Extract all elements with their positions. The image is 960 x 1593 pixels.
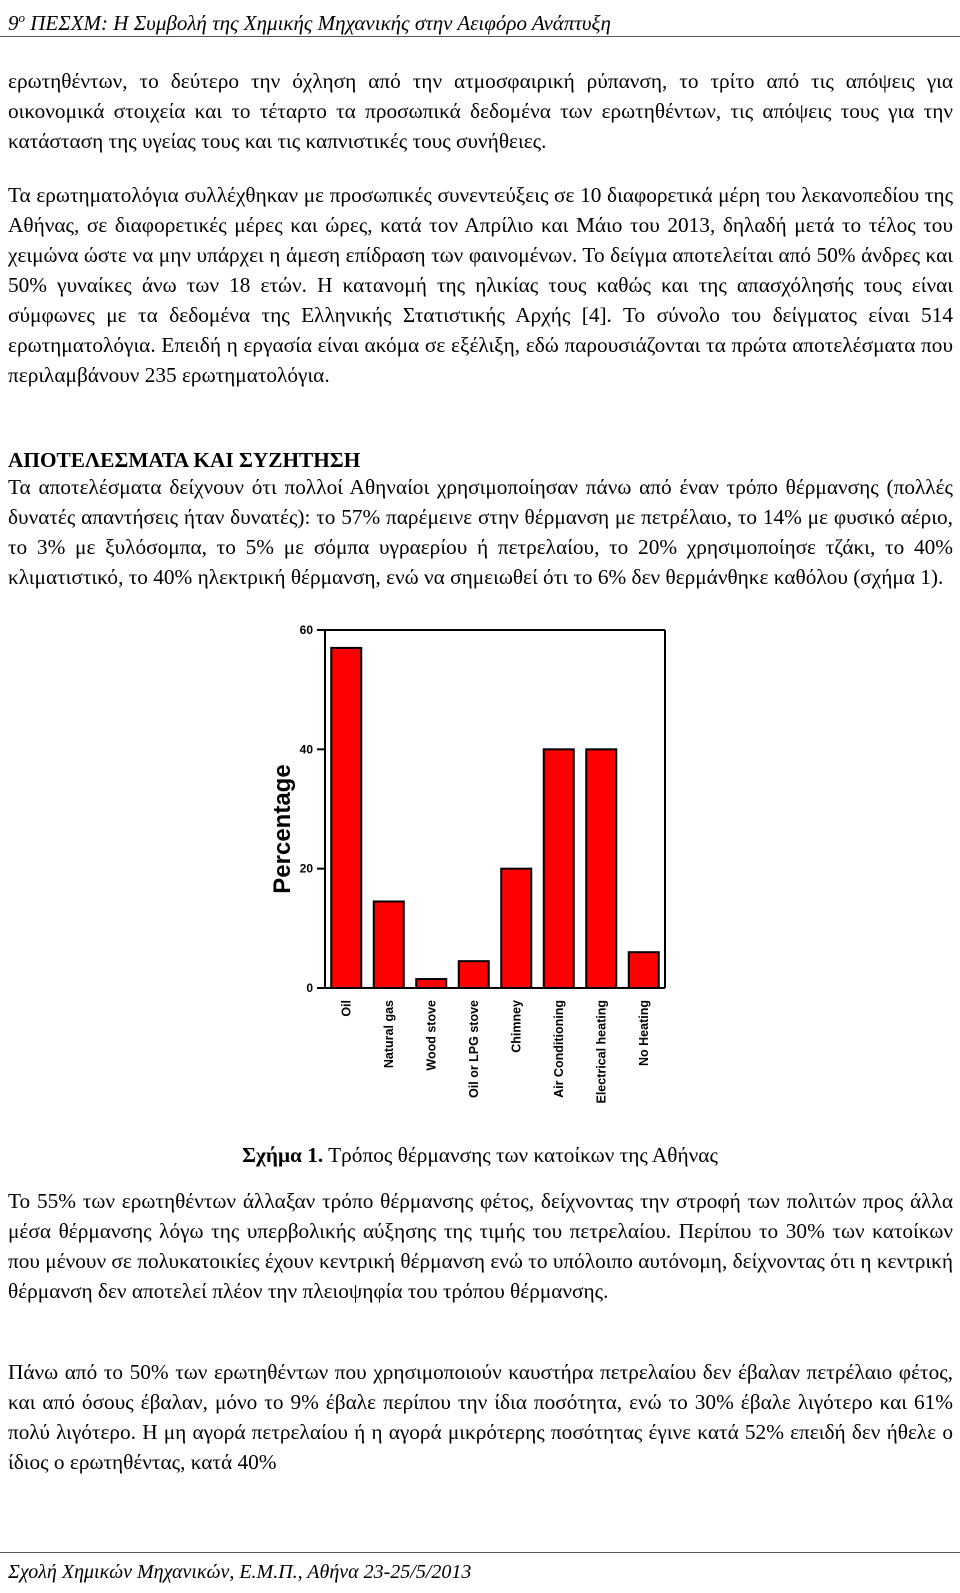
- footer-rule: [0, 1552, 960, 1553]
- caption-label: Σχήμα 1.: [242, 1143, 324, 1167]
- bar-air-conditioning: [544, 749, 574, 988]
- x-axis-labels: [339, 1000, 651, 1104]
- discussion-paragraph-2: Πάνω από το 50% των ερωτηθέντων που χρησιμοποιούν καυστήρα πετρελαίου δεν έβαλαν πετρέλαιο φέτος, και από όσους έβαλαν, μόνο το 9% έβαλε περίπου την ίδια ποσότητα, ενώ το 30% έβαλε λιγότερο και 61% πολύ λιγότερο. Η μη αγορά πετρελαίου ή η αγορά μικρότερης ποσότητας έγινε κατά 52% επειδή δεν ήθελε ο ίδιος ο ερωτηθέντας, κατά 40%: [8, 1360, 953, 1474]
- running-footer: Σχολή Χημικών Μηχανικών, Ε.Μ.Π., Αθήνα 23-25/5/2013: [8, 1561, 472, 1583]
- bar-oil: [331, 648, 361, 988]
- bar-natural-gas: [374, 901, 404, 988]
- x-tick-label: Air Conditioning: [551, 1000, 566, 1098]
- y-tick-label: 60: [299, 623, 313, 637]
- header-title: ΠΕΣΧΜ: Η Συμβολή της Χημικής Μηχανικής στην Αειφόρο Ανάπτυξη: [25, 11, 611, 35]
- bar-oil-or-lpg-stove: [459, 961, 489, 988]
- x-tick-label: Electrical heating: [594, 1000, 609, 1104]
- heating-bar-chart: [240, 620, 700, 1130]
- chart-svg: [240, 620, 700, 1130]
- header-superscript: ο: [18, 10, 25, 25]
- discussion-paragraph-1: Το 55% των ερωτηθέντων άλλαξαν τρόπο θέρμανσης φέτος, δείχνοντας την στροφή των πολιτών προς άλλα μέσα θέρμανσης λόγω της υπερβολικής αύξησης της τιμής του πετρελαίου. Περίπου το 30% των κατοίκων που μένουν σε πολυκατοικίες έχουν κεντρική θέρμανση ενώ το υπόλοιπο αυτόνομη, δείχνοντας ότι η κεντρική θέρμανση δεν αποτελεί πλέον την πλειοψηφία του τρόπου θέρμανσης.: [8, 1189, 953, 1303]
- running-header: [8, 6, 611, 35]
- y-tick-label: 0: [306, 981, 313, 995]
- bars: [331, 648, 659, 988]
- x-tick-label: No Heating: [636, 1000, 651, 1066]
- y-axis-ticks: [300, 623, 325, 995]
- x-tick-label: Oil or LPG stove: [466, 1000, 481, 1098]
- bar-wood-stove: [416, 979, 446, 988]
- y-tick-label: 40: [299, 742, 313, 757]
- y-tick-label: 20: [299, 861, 313, 876]
- bar-electrical-heating: [586, 749, 616, 988]
- y-axis-label: Percentage: [269, 764, 296, 894]
- header-number: 9: [8, 11, 19, 35]
- x-tick-label: Chimney: [509, 1000, 524, 1053]
- intro-paragraph-2: Τα ερωτηματολόγια συλλέχθηκαν με προσωπικές συνεντεύξεις σε 10 διαφορετικά μέρη του λεκανοπεδίου της Αθήνας, σε διαφορετικές μέρες και ώρες, κατά τον Απρίλιο και Μάιο του 2013, δηλαδή μετά το τέλος του χειμώνα ώστε να μην υπάρχει η άμεση επίδραση των φαινομένων. Το δείγμα αποτελείται από 50% άνδρες και 50% γυναίκες άνω των 18 ετών. Η κατανομή της ηλικίας τους καθώς και της απασχόλησής τους είναι σύμφωνες με τα δεδομένα της Ελληνικής Στατιστικής Αρχής [4]. Το σύνολο του δείγματος είναι 514 ερωτηματολόγια. Επειδή η εργασία είναι ακόμα σε εξέλιξη, εδώ παρουσιάζονται τα πρώτα αποτελέσματα που περιλαμβάνουν 235 ερωτηματολόγια.: [8, 183, 953, 387]
- caption-text: Τρόπος θέρμανσης των κατοίκων της Αθήνας: [323, 1143, 718, 1167]
- results-paragraph: Τα αποτελέσματα δείχνουν ότι πολλοί Αθηναίοι χρησιμοποίησαν πάνω από έναν τρόπο θέρμανσης (πολλές δυνατές απαντήσεις ήταν δυνατές): το 57% παρέμεινε στην θέρμανση με πετρέλαιο, το 14% με φυσικό αέριο, το 3% με ξυλόσομπα, το 5% με σόμπα υγραερίου ή πετρελαίου, το 20% χρησιμοποίησε τζάκι, το 40% κλιματιστικό, το 40% ηλεκτρική θέρμανση, ενώ να σημειωθεί ότι το 6% δεν θερμάνθηκε καθόλου (σχήμα 1).: [8, 475, 953, 589]
- x-tick-label: Oil: [339, 1000, 354, 1017]
- bar-no-heating: [629, 952, 659, 988]
- intro-paragraph-1: ερωτηθέντων, το δεύτερο την όχληση από την ατμοσφαιρική ρύπανση, το τρίτο από τις απόψεις για οικονομικά στοιχεία και το τέταρτο τα προσωπικά δεδομένα των ερωτηθέντων, τις απόψεις τους για την κατάσταση της υγείας τους και τις καπνιστικές τους συνήθειες.: [8, 69, 953, 153]
- bar-chimney: [501, 869, 531, 988]
- section-heading: ΑΠΟΤΕΛΕΣΜΑΤΑ ΚΑΙ ΣΥΖΗΤΗΣΗ: [8, 448, 361, 472]
- x-tick-label: Natural gas: [381, 1000, 396, 1069]
- figure-caption: [0, 1141, 960, 1169]
- x-tick-label: Wood stove: [424, 1000, 439, 1071]
